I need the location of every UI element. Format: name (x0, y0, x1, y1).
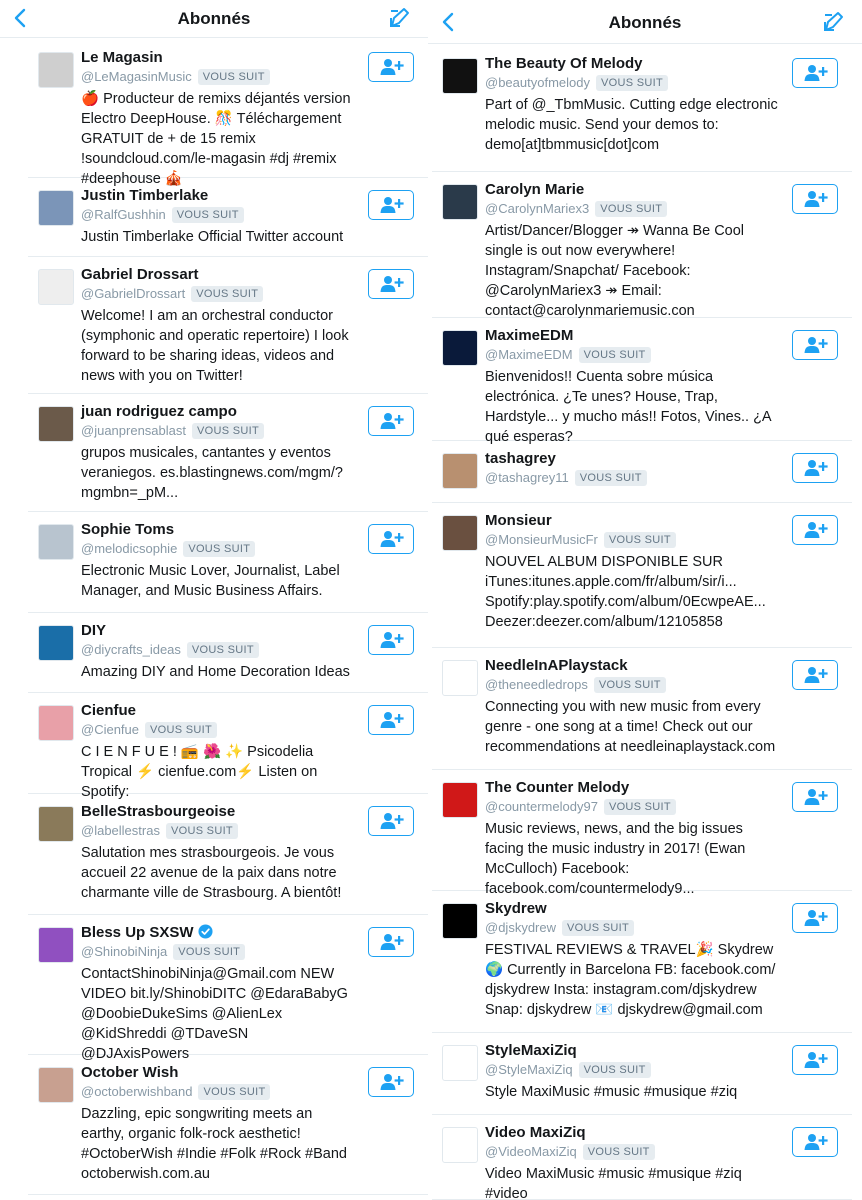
follow-person-plus-icon (804, 190, 828, 208)
follow-person-plus-icon (380, 631, 404, 649)
follow-person-plus-icon (380, 530, 404, 548)
follow-person-plus-icon (804, 64, 828, 82)
follow-person-plus-icon (804, 666, 828, 684)
follow-button[interactable] (792, 515, 838, 545)
display-name-text: BelleStrasbourgeoise (81, 803, 236, 820)
display-name[interactable] (485, 900, 782, 918)
handle-line (485, 676, 782, 694)
avatar[interactable] (38, 705, 74, 741)
follow-button[interactable] (368, 1067, 414, 1097)
handle-line (485, 200, 782, 218)
follow-person-plus-icon (804, 459, 828, 477)
handle: @CarolynMariex3 (485, 201, 590, 216)
display-name[interactable] (81, 187, 358, 205)
handle: @octoberwishband (81, 1084, 193, 1099)
handle: @tashagrey11 (485, 470, 569, 485)
handle: @VideoMaxiZiq (485, 1144, 577, 1159)
display-name[interactable] (485, 779, 782, 797)
handle-line (81, 721, 358, 739)
avatar[interactable] (442, 660, 478, 696)
handle: @LeMagasinMusic (81, 69, 192, 84)
display-name[interactable] (81, 803, 358, 821)
bio: Justin Timberlake Official Twitter account (81, 229, 344, 245)
avatar[interactable] (442, 58, 478, 94)
follows-you-badge: VOUS SUIT (173, 944, 245, 960)
bio: Music reviews, news, and the big issues facing the music industry in 2017! (Ewan McCulloch) Facebook: facebook.com/countermelody9... (485, 821, 746, 897)
follows-you-badge: VOUS SUIT (172, 207, 244, 223)
follow-person-plus-icon (804, 788, 828, 806)
handle-line (81, 822, 358, 840)
bio: Welcome! I am an orchestral conductor (symphonic and operatic repertoire) I look forward to be sharing ideas, videos and news with you on Twitter! (81, 308, 349, 384)
follower-row[interactable] (28, 394, 428, 512)
follower-info (485, 512, 782, 632)
display-name[interactable] (485, 55, 782, 73)
follower-row[interactable] (432, 1033, 852, 1115)
display-name[interactable] (485, 327, 782, 345)
display-name-text: juan rodriguez campo (81, 403, 237, 420)
follower-info (485, 181, 782, 321)
follower-row[interactable] (28, 1055, 428, 1195)
follows-you-badge: VOUS SUIT (579, 1062, 651, 1078)
follow-person-plus-icon (380, 58, 404, 76)
follows-you-badge: VOUS SUIT (594, 677, 666, 693)
follows-you-badge: VOUS SUIT (583, 1144, 655, 1160)
header (428, 0, 862, 44)
compose-icon[interactable] (388, 6, 412, 30)
follower-info (485, 900, 782, 1020)
follower-row[interactable] (28, 613, 428, 693)
follows-you-badge: VOUS SUIT (198, 69, 270, 85)
display-name-text: tashagrey (485, 450, 556, 467)
avatar[interactable] (442, 330, 478, 366)
avatar[interactable] (38, 269, 74, 305)
handle: @melodicsophie (81, 541, 178, 556)
follower-info (485, 1124, 782, 1200)
follower-row[interactable] (432, 441, 852, 503)
display-name[interactable] (81, 1064, 358, 1082)
display-name[interactable] (81, 924, 358, 942)
avatar[interactable] (38, 927, 74, 963)
display-name[interactable] (81, 622, 358, 640)
follow-button[interactable] (368, 705, 414, 735)
handle: @beautyofmelody (485, 75, 590, 90)
right-followers-panel (428, 0, 862, 1200)
bio: Style MaxiMusic #music #musique #ziq (485, 1084, 738, 1100)
follow-person-plus-icon (380, 812, 404, 830)
display-name[interactable] (485, 181, 782, 199)
follow-button[interactable] (368, 524, 414, 554)
follows-you-badge: VOUS SUIT (183, 541, 255, 557)
handle: @StyleMaxiZiq (485, 1062, 573, 1077)
display-name-text: Carolyn Marie (485, 181, 585, 198)
follower-info (81, 187, 358, 247)
follows-you-badge: VOUS SUIT (604, 799, 676, 815)
follower-row[interactable] (28, 794, 428, 915)
display-name-text: NeedleInAPlaystack (485, 657, 628, 674)
handle: @ShinobiNinja (81, 944, 168, 959)
page-title: Abonnés (608, 13, 682, 32)
handle-line (485, 1061, 782, 1079)
avatar[interactable] (442, 453, 478, 489)
display-name[interactable] (485, 657, 782, 675)
follower-info (81, 1064, 358, 1184)
bio: Artist/Dancer/Blogger ↠ Wanna Be Cool single is out now everywhere! Instagram/Snapchat/ Facebook: @CarolynMariex3 ↠ Email: contact@carolynmariemusic.con (485, 223, 745, 319)
display-name[interactable] (485, 450, 782, 468)
handle: @juanprensablast (81, 423, 186, 438)
display-name-text: The Counter Melody (485, 779, 630, 796)
follows-you-badge: VOUS SUIT (187, 642, 259, 658)
follows-you-badge: VOUS SUIT (596, 75, 668, 91)
display-name-text: DIY (81, 622, 107, 639)
follower-row[interactable] (28, 257, 428, 394)
follower-row[interactable] (432, 503, 852, 648)
handle-line (81, 540, 358, 558)
display-name-text: Gabriel Drossart (81, 266, 199, 283)
display-name[interactable] (485, 1042, 782, 1060)
left-followers-panel (0, 0, 428, 1200)
handle-line (81, 1083, 358, 1101)
avatar[interactable] (442, 515, 478, 551)
follow-button[interactable] (368, 269, 414, 299)
follower-info (81, 924, 358, 1064)
avatar[interactable] (38, 806, 74, 842)
display-name-text: Video MaxiZiq (485, 1124, 586, 1141)
display-name-text: Bless Up SXSW (81, 924, 194, 941)
compose-icon[interactable] (822, 10, 846, 34)
handle-line (485, 74, 782, 92)
display-name-text: MaximeEDM (485, 327, 574, 344)
handle: @MaximeEDM (485, 347, 573, 362)
handle: @diycrafts_ideas (81, 642, 181, 657)
follow-button[interactable] (792, 782, 838, 812)
follow-button[interactable] (368, 52, 414, 82)
handle-line (81, 943, 358, 961)
handle-line (81, 422, 358, 440)
display-name-text: Cienfue (81, 702, 137, 719)
avatar[interactable] (442, 1127, 478, 1163)
display-name[interactable] (81, 49, 358, 67)
handle-line (81, 68, 358, 86)
display-name[interactable] (81, 521, 358, 539)
follower-info (81, 702, 358, 802)
handle-line (81, 206, 358, 224)
follower-row[interactable] (28, 178, 428, 257)
follow-button[interactable] (792, 903, 838, 933)
handle-line (485, 919, 782, 937)
header (0, 0, 428, 38)
follows-you-badge: VOUS SUIT (579, 347, 651, 363)
handle-line (81, 285, 358, 303)
follow-person-plus-icon (380, 196, 404, 214)
display-name-text: October Wish (81, 1064, 179, 1081)
handle-line (485, 531, 782, 549)
avatar[interactable] (38, 52, 74, 88)
follows-you-badge: VOUS SUIT (166, 823, 238, 839)
follow-button[interactable] (792, 1045, 838, 1075)
follower-info (81, 622, 358, 682)
follower-info (485, 1042, 782, 1102)
follows-you-badge: VOUS SUIT (595, 201, 667, 217)
handle-line (81, 641, 358, 659)
follows-you-badge: VOUS SUIT (198, 1084, 270, 1100)
bio: Dazzling, epic songwriting meets an earthy, organic folk-rock aesthetic! #OctoberWish #Indie #Folk #Rock #Band octoberwish.com.au (81, 1106, 347, 1182)
follow-button[interactable] (368, 927, 414, 957)
avatar[interactable] (38, 1067, 74, 1103)
follow-button[interactable] (368, 190, 414, 220)
follow-person-plus-icon (380, 1073, 404, 1091)
follow-person-plus-icon (804, 336, 828, 354)
follow-button[interactable] (368, 625, 414, 655)
follower-info (81, 403, 358, 503)
bio: ContactShinobiNinja@Gmail.com NEW VIDEO bit.ly/ShinobiDITC @EdaraBabyG @DoobieDukeSims @AlienLex @KidShreddi @TDaveSN @DJAxisPowers (81, 966, 348, 1062)
follows-you-badge: VOUS SUIT (575, 470, 647, 486)
follow-button[interactable] (368, 406, 414, 436)
follows-you-badge: VOUS SUIT (192, 423, 264, 439)
display-name[interactable] (485, 512, 782, 530)
avatar[interactable] (38, 406, 74, 442)
follower-row[interactable] (432, 770, 852, 897)
avatar[interactable] (38, 625, 74, 661)
display-name[interactable] (485, 1124, 782, 1142)
follow-person-plus-icon (804, 521, 828, 539)
follower-info (485, 450, 782, 487)
display-name-text: The Beauty Of Melody (485, 55, 643, 72)
avatar[interactable] (442, 782, 478, 818)
follower-row[interactable] (28, 512, 428, 613)
follows-you-badge: VOUS SUIT (145, 722, 217, 738)
follower-row[interactable] (28, 915, 428, 1062)
handle-line (485, 1143, 782, 1161)
bio: Electronic Music Lover, Journalist, Label Manager, and Music Business Affairs. (81, 563, 340, 599)
handle: @djskydrew (485, 920, 556, 935)
display-name-text: Skydrew (485, 900, 547, 917)
bio: FESTIVAL REVIEWS & TRAVEL🎉 Skydrew 🌍 Currently in Barcelona FB: facebook.com/ djskydrew Insta: instagram.com/djskydrew Snap: djskydrew 📧 djskydrew@gmail.com (485, 942, 776, 1018)
handle: @GabrielDrossart (81, 286, 186, 301)
bio: Connecting you with new music from every genre - one song at a time! Check out our recommendations at needleinaplaystack.com (485, 699, 776, 755)
handle: @MonsieurMusicFr (485, 532, 598, 547)
bio: Video MaxiMusic #music #musique #ziq #video (485, 1166, 742, 1200)
follow-person-plus-icon (380, 275, 404, 293)
follow-button[interactable] (792, 1127, 838, 1157)
follow-button[interactable] (792, 58, 838, 88)
handle: @theneedledrops (485, 677, 588, 692)
follower-row[interactable] (432, 46, 852, 172)
follow-person-plus-icon (804, 1051, 828, 1069)
follower-row[interactable] (432, 891, 852, 1033)
bio: Salutation mes strasbourgeois. Je vous accueil 22 avenue de la paix dans notre charmante ville de Strasbourg. A bientôt! (81, 845, 342, 901)
follower-info (485, 55, 782, 155)
follow-person-plus-icon (380, 711, 404, 729)
avatar[interactable] (442, 1045, 478, 1081)
follower-info (81, 803, 358, 903)
follow-button[interactable] (792, 660, 838, 690)
avatar[interactable] (442, 184, 478, 220)
follow-person-plus-icon (804, 1133, 828, 1151)
handle: @RalfGushhin (81, 207, 166, 222)
display-name-text: Le Magasin (81, 49, 163, 66)
follower-info (81, 521, 358, 601)
bio: C I E N F U E ! 📻 🌺 ✨ Psicodelia Tropical ⚡ cienfue.com⚡ Listen on Spotify: (81, 744, 318, 800)
follower-info (485, 327, 782, 447)
follows-you-badge: VOUS SUIT (191, 286, 263, 302)
follower-row[interactable] (432, 318, 852, 445)
follow-button[interactable] (792, 184, 838, 214)
bio: Part of @_TbmMusic. Cutting edge electronic melodic music. Send your demos to: demo[at]tbmmusic[dot]com (485, 97, 778, 153)
follower-info (81, 49, 358, 189)
handle: @labellestras (81, 823, 160, 838)
display-name-text: Justin Timberlake (81, 187, 209, 204)
handle-line (485, 798, 782, 816)
bio: Amazing DIY and Home Decoration Ideas (81, 664, 350, 680)
follower-info (81, 266, 358, 386)
avatar[interactable] (38, 190, 74, 226)
display-name-text: Monsieur (485, 512, 552, 529)
bio: grupos musicales, cantantes y eventos veraniegos. es.blastingnews.com/mgm/?mgmbn=_pM... (81, 445, 343, 501)
follows-you-badge: VOUS SUIT (562, 920, 634, 936)
follower-info (485, 779, 782, 899)
follower-row[interactable] (28, 40, 428, 187)
follow-button[interactable] (368, 806, 414, 836)
page-title: Abonnés (177, 9, 251, 28)
display-name[interactable] (81, 702, 358, 720)
follower-row[interactable] (432, 172, 852, 318)
display-name-text: StyleMaxiZiq (485, 1042, 577, 1059)
bio: NOUVEL ALBUM DISPONIBLE SUR iTunes:itunes.apple.com/fr/album/sir/i... Spotify:play.spotify.com/album/0EcwpeAE... Deezer:deezer.com/album/12105858 (485, 554, 766, 630)
avatar[interactable] (442, 903, 478, 939)
avatar[interactable] (38, 524, 74, 560)
display-name-text: Sophie Toms (81, 521, 175, 538)
handle-line (485, 346, 782, 364)
follower-row[interactable] (432, 648, 852, 770)
display-name[interactable] (81, 266, 358, 284)
follower-row[interactable] (432, 1115, 852, 1200)
follow-person-plus-icon (804, 909, 828, 927)
follow-person-plus-icon (380, 412, 404, 430)
follower-row[interactable] (28, 693, 428, 800)
follower-info (485, 657, 782, 757)
follow-button[interactable] (792, 330, 838, 360)
handle: @countermelody97 (485, 799, 598, 814)
handle-line (485, 469, 782, 487)
follow-person-plus-icon (380, 933, 404, 951)
display-name[interactable] (81, 403, 358, 421)
handle: @Cienfue (81, 722, 140, 737)
bio: 🍎 Producteur de remixs déjantés version Electro DeepHouse. 🎊 Téléchargement GRATUIT de + de 15 remix !soundcloud.com/le-magasin #dj #remix #deephouse 🎪 (81, 91, 351, 187)
follows-you-badge: VOUS SUIT (604, 532, 676, 548)
follow-button[interactable] (792, 453, 838, 483)
verified-badge-icon (198, 924, 213, 939)
bio: Bienvenidos!! Cuenta sobre música electrónica. ¿Te unes? House, Trap, Hardstyle... y mucho más!! Fotos, Vines.. ¿A qué esperas? (485, 369, 771, 445)
